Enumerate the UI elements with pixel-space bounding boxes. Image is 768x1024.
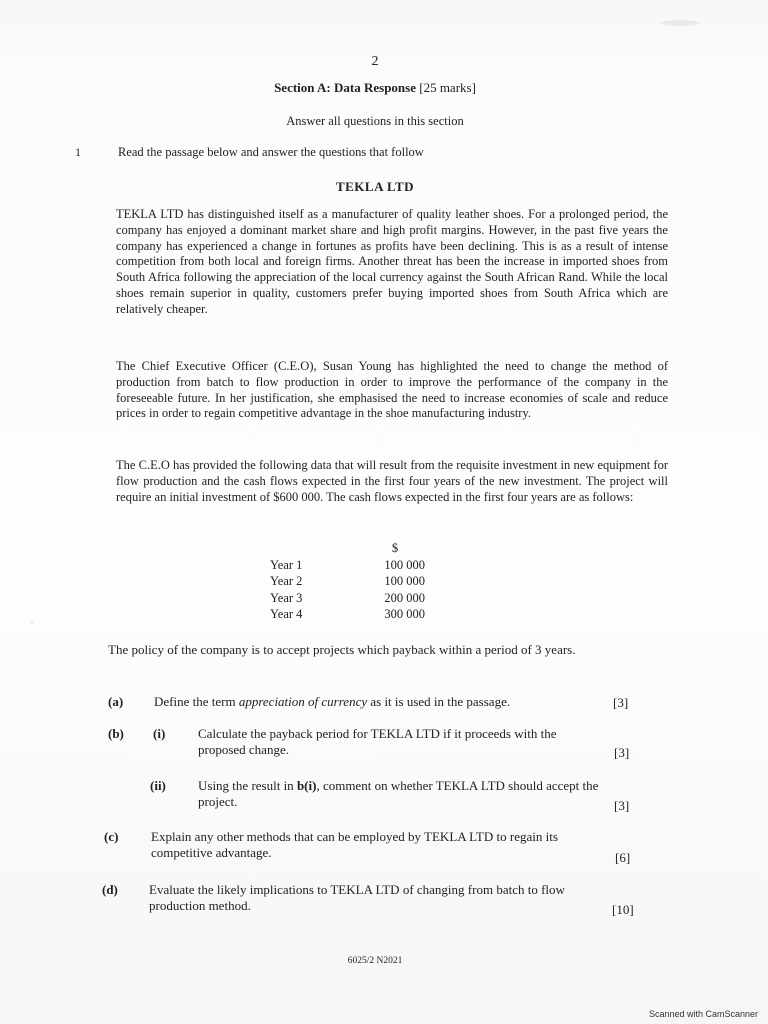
part-a-text-start: Define the term bbox=[154, 694, 239, 709]
scan-speck bbox=[30, 620, 34, 624]
section-marks: [25 marks] bbox=[419, 80, 476, 95]
cash-flow-amount: 300 000 bbox=[384, 607, 425, 621]
part-a-term: appreciation of currency bbox=[238, 694, 368, 709]
cash-flow-header-row bbox=[270, 540, 425, 557]
question-number: 1 bbox=[75, 145, 81, 159]
question-lead-in: Read the passage below and answer the questions that follow bbox=[118, 145, 424, 159]
case-paragraph-2: The Chief Executive Officer (C.E.O), Susan Young has highlighted the need to change the method of production from batch to flow production in order to improve the performance of the company in the foreseeable future. In her justification, she emphasised the need to increase economies of scale and reduce prices in order to regain competitive advantage in the shoe manufacturing industry. bbox=[116, 359, 668, 421]
year-label: Year 4 bbox=[270, 607, 303, 621]
part-a-marks: [3] bbox=[613, 695, 629, 710]
part-d-text: Evaluate the likely implications to TEKLA LTD of changing from batch to flow production method. bbox=[149, 882, 565, 913]
year-label: Year 1 bbox=[270, 557, 303, 572]
part-d-label: (d) bbox=[102, 882, 118, 897]
part-b-ii-text-start: Using the result in bbox=[198, 778, 297, 793]
part-c-marks: [6] bbox=[615, 850, 631, 865]
case-paragraph-1: TEKLA LTD has distinguished itself as a manufacturer of quality leather shoes. For a prolonged period, the company has enjoyed a dominant market share and high profit margins. However, in the past five years the company has experienced a change in fortunes as profits have been declining. This is as a result of intense competition from both local and foreign firms. Another threat has been the increase in imported shoes from South Africa following the appreciation of the local currency against the South African Rand. While the local shoes remain superior in quality, customers prefer buying imported shoes from South Africa which are relatively cheaper. bbox=[116, 207, 668, 316]
part-d-marks: [10] bbox=[612, 902, 634, 917]
section-title: Section A: Data Response bbox=[274, 80, 416, 95]
scanner-watermark: Scanned with CamScanner bbox=[648, 1009, 758, 1019]
table-row bbox=[270, 573, 425, 590]
part-b-ii-label: (ii) bbox=[150, 778, 166, 793]
page-number: 2 bbox=[371, 54, 379, 69]
case-study-title: TEKLA LTD bbox=[335, 179, 415, 194]
part-b-ii-text bbox=[198, 778, 618, 810]
table-row bbox=[270, 590, 425, 607]
cash-flow-table bbox=[270, 540, 425, 623]
part-b-i-text: Calculate the payback period for TEKLA LTD if it proceeds with the proposed change. bbox=[198, 726, 557, 757]
part-b-label: (b) bbox=[108, 726, 124, 741]
part-c-text: Explain any other methods that can be employed by TEKLA LTD to regain its competitive advantage. bbox=[151, 829, 558, 860]
part-a-label: (a) bbox=[108, 694, 124, 709]
part-c-label: (c) bbox=[104, 829, 119, 844]
cash-flow-amount: 200 000 bbox=[384, 590, 425, 605]
currency-header: $ bbox=[391, 541, 399, 555]
part-b-i-label: (i) bbox=[153, 726, 166, 741]
year-label: Year 2 bbox=[270, 574, 303, 588]
section-instruction: Answer all questions in this section bbox=[286, 114, 464, 128]
table-row bbox=[270, 557, 425, 574]
cash-flow-amount: 100 000 bbox=[384, 557, 425, 572]
part-a-text-end: as it is used in the passage. bbox=[367, 694, 511, 709]
part-b-ii-reference: b(i) bbox=[296, 778, 317, 793]
cash-flow-amount: 100 000 bbox=[384, 574, 425, 588]
case-paragraph-3: The C.E.O has provided the following data that will result from the requisite investment in new equipment for flow production and the cash flows expected in the first four years of the new investment. The project will require an initial investment of $600 000. The cash flows expected in the first four years are as follows: bbox=[116, 458, 668, 504]
payback-policy: The policy of the company is to accept projects which payback within a period of 3 years. bbox=[108, 642, 576, 657]
paper-code: 6025/2 N2021 bbox=[347, 956, 403, 966]
scan-speck bbox=[660, 20, 700, 26]
section-heading bbox=[0, 80, 750, 96]
part-b-i-marks: [3] bbox=[614, 745, 630, 760]
part-a-text bbox=[154, 694, 574, 710]
part-b-ii-text-end: , comment on whether TEKLA LTD should accept the project. bbox=[198, 778, 599, 809]
part-b-ii-marks: [3] bbox=[614, 798, 630, 813]
year-label: Year 3 bbox=[270, 590, 303, 605]
table-row bbox=[270, 606, 425, 623]
